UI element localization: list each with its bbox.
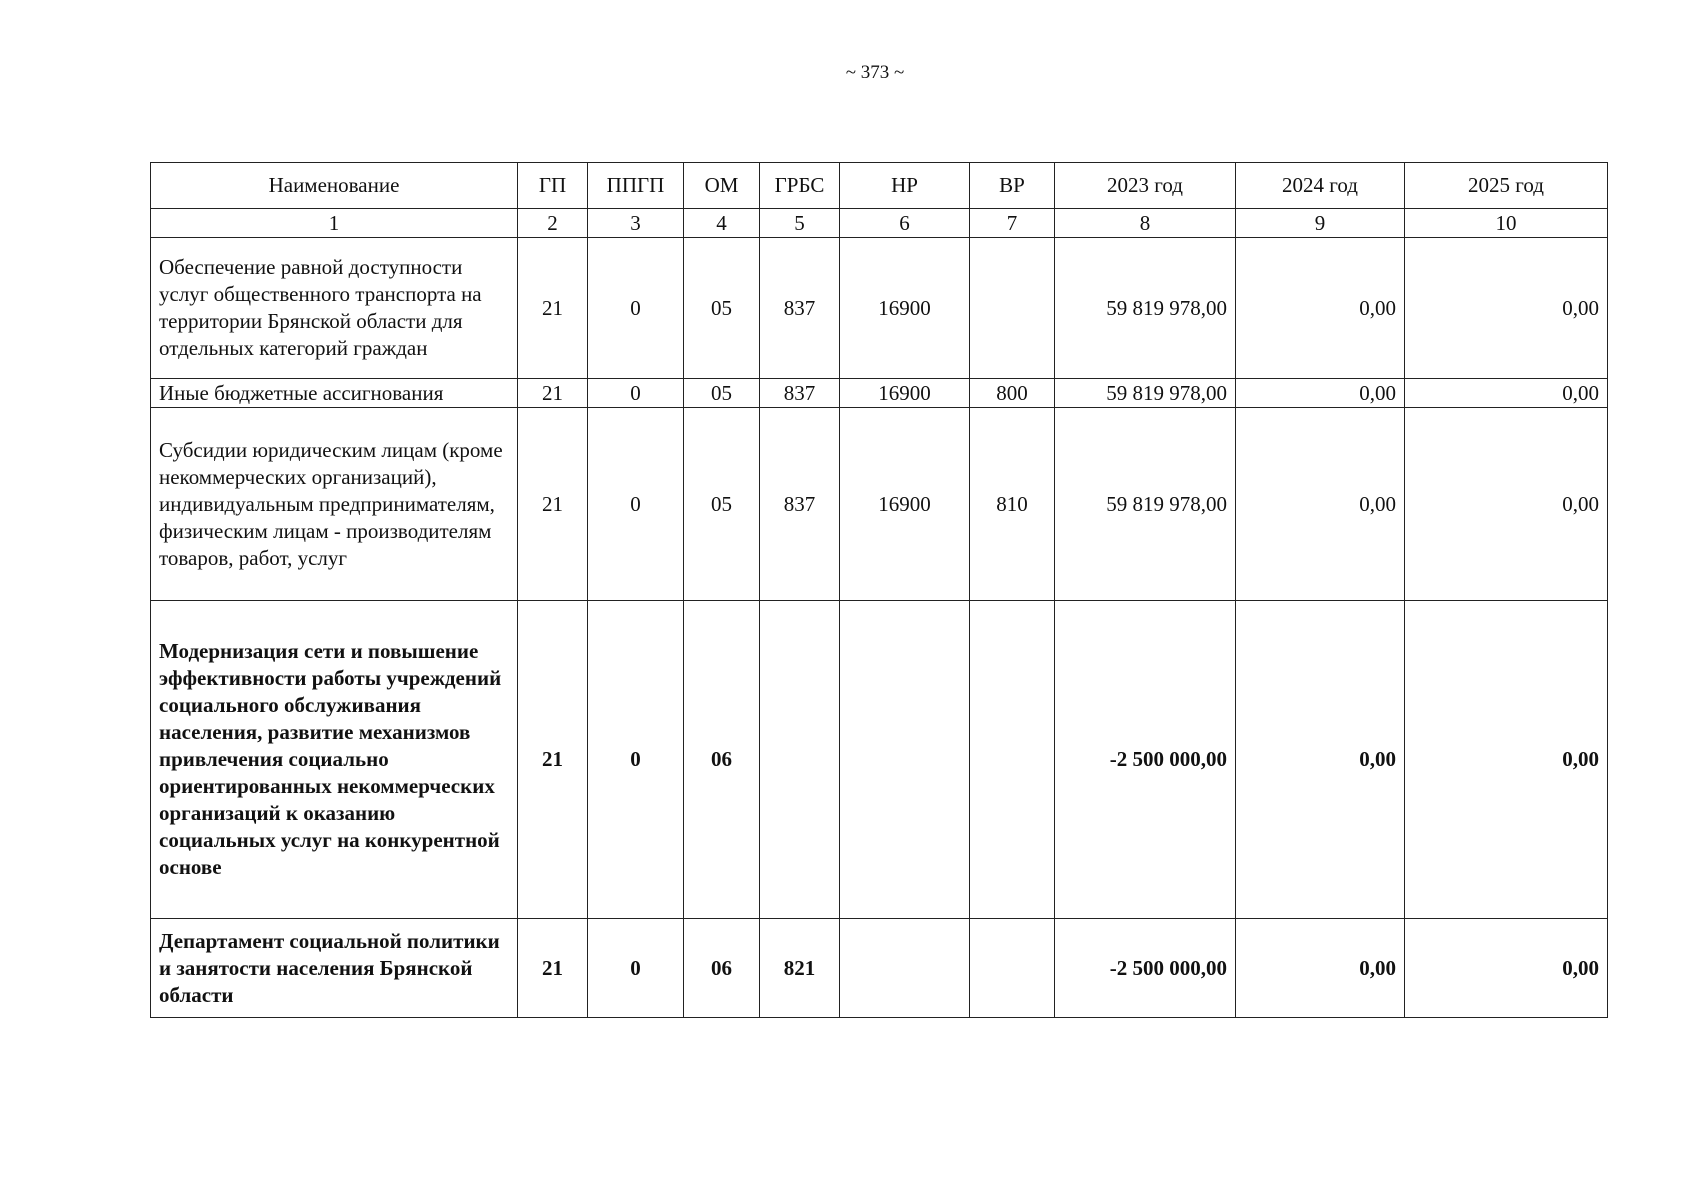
column-number: 10 <box>1405 209 1608 238</box>
header-row <box>151 163 1608 209</box>
cell-2024: 0,00 <box>1236 408 1405 601</box>
cell-nr: 16900 <box>840 408 970 601</box>
column-number: 1 <box>151 209 518 238</box>
cell-gp: 21 <box>518 379 588 408</box>
column-number: 9 <box>1236 209 1405 238</box>
table-row <box>151 238 1608 379</box>
table-row <box>151 379 1608 408</box>
cell-ppgp: 0 <box>588 919 684 1018</box>
column-number-row <box>151 209 1608 238</box>
column-number: 5 <box>760 209 840 238</box>
cell-om: 05 <box>684 379 760 408</box>
cell-nr: 16900 <box>840 238 970 379</box>
table-row <box>151 919 1608 1018</box>
cell-om: 05 <box>684 408 760 601</box>
cell-om: 06 <box>684 919 760 1018</box>
cell-2024: 0,00 <box>1236 601 1405 919</box>
header-nr: НР <box>840 163 970 209</box>
cell-nr <box>840 601 970 919</box>
header-name: Наименование <box>151 163 518 209</box>
cell-grbs: 837 <box>760 238 840 379</box>
cell-gp: 21 <box>518 408 588 601</box>
header-ppgp: ППГП <box>588 163 684 209</box>
column-number: 3 <box>588 209 684 238</box>
header-grbs: ГРБС <box>760 163 840 209</box>
cell-2023: 59 819 978,00 <box>1055 408 1236 601</box>
cell-vr <box>970 238 1055 379</box>
header-2023: 2023 год <box>1055 163 1236 209</box>
cell-2023: 59 819 978,00 <box>1055 238 1236 379</box>
cell-grbs <box>760 601 840 919</box>
cell-ppgp: 0 <box>588 379 684 408</box>
row-name: Иные бюджетные ассигнования <box>151 379 518 408</box>
cell-grbs: 837 <box>760 379 840 408</box>
header-2025: 2025 год <box>1405 163 1608 209</box>
cell-vr: 800 <box>970 379 1055 408</box>
row-name: Субсидии юридическим лицам (кроме некоммерческих организаций), индивидуальным предпринимателям, физическим лицам - производителям товаров, работ, услуг <box>151 408 518 601</box>
column-number: 8 <box>1055 209 1236 238</box>
column-number: 2 <box>518 209 588 238</box>
column-number: 4 <box>684 209 760 238</box>
cell-2024: 0,00 <box>1236 379 1405 408</box>
cell-gp: 21 <box>518 601 588 919</box>
cell-grbs: 821 <box>760 919 840 1018</box>
cell-2024: 0,00 <box>1236 238 1405 379</box>
cell-2025: 0,00 <box>1405 919 1608 1018</box>
cell-nr <box>840 919 970 1018</box>
table-row <box>151 601 1608 919</box>
cell-gp: 21 <box>518 919 588 1018</box>
page-number: ~ 373 ~ <box>845 62 905 83</box>
cell-ppgp: 0 <box>588 408 684 601</box>
header-vr: ВР <box>970 163 1055 209</box>
cell-vr: 810 <box>970 408 1055 601</box>
cell-2025: 0,00 <box>1405 601 1608 919</box>
cell-2025: 0,00 <box>1405 379 1608 408</box>
cell-2025: 0,00 <box>1405 408 1608 601</box>
cell-2025: 0,00 <box>1405 238 1608 379</box>
row-name: Модернизация сети и повышение эффективности работы учреждений социального обслуживания населения, развитие механизмов привлечения социально ориентированных некоммерческих организаций к оказанию социальных услуг на конкурентной основе <box>151 601 518 919</box>
cell-om: 06 <box>684 601 760 919</box>
cell-gp: 21 <box>518 238 588 379</box>
cell-nr: 16900 <box>840 379 970 408</box>
cell-vr <box>970 919 1055 1018</box>
cell-ppgp: 0 <box>588 601 684 919</box>
row-name: Обеспечение равной доступности услуг общественного транспорта на территории Брянской области для отдельных категорий граждан <box>151 238 518 379</box>
cell-vr <box>970 601 1055 919</box>
header-2024: 2024 год <box>1236 163 1405 209</box>
cell-om: 05 <box>684 238 760 379</box>
cell-2023: 59 819 978,00 <box>1055 379 1236 408</box>
cell-grbs: 837 <box>760 408 840 601</box>
column-number: 6 <box>840 209 970 238</box>
header-om: ОМ <box>684 163 760 209</box>
cell-2023: -2 500 000,00 <box>1055 601 1236 919</box>
cell-2024: 0,00 <box>1236 919 1405 1018</box>
budget-table <box>150 162 1608 1018</box>
row-name: Департамент социальной политики и занятости населения Брянской области <box>151 919 518 1018</box>
cell-2023: -2 500 000,00 <box>1055 919 1236 1018</box>
header-gp: ГП <box>518 163 588 209</box>
cell-ppgp: 0 <box>588 238 684 379</box>
table-row <box>151 408 1608 601</box>
column-number: 7 <box>970 209 1055 238</box>
